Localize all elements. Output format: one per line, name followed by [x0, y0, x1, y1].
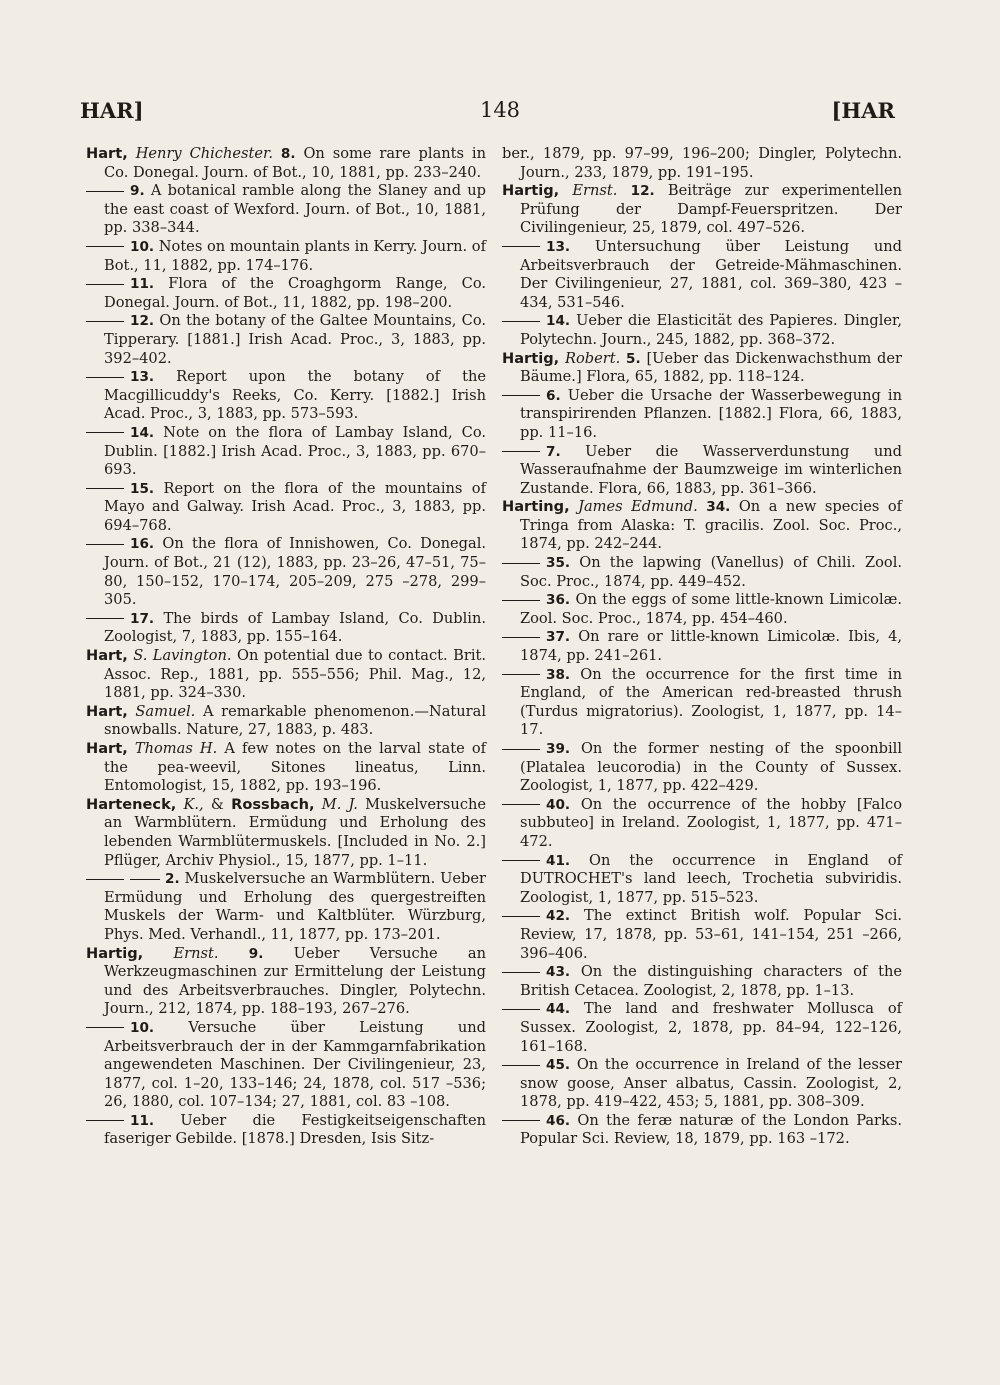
entry-text: A remarkable phenomenon.—Natural snowballs. Nature, 27, 1883, p. 483.: [104, 702, 487, 739]
entry-number: 13.: [130, 369, 155, 386]
entry-text: On rare or little-known Limicolæ. Ibis, 4, 1874, pp. 241–261.: [520, 628, 902, 665]
running-head-left: HAR]: [80, 98, 144, 123]
entry-text: Note on the flora of Lambay Island, Co. Dublin. [1882.] Irish Acad. Proc., 3, 1883, pp. 670–693.: [104, 423, 487, 479]
bibliography-entry: [502, 963, 902, 1000]
author-forename: Robert.: [565, 349, 621, 367]
ditto-rule: [86, 246, 124, 247]
entry-number: 37.: [546, 629, 571, 646]
entry-number: 39.: [546, 741, 571, 757]
entry-number: 16.: [130, 536, 155, 553]
entry-number: 34.: [706, 499, 731, 516]
entry-text: Notes on mountain plants in Kerry. Journ. of Bot., 11, 1882, pp. 174–176.: [104, 237, 486, 274]
entry-text: On the former nesting of the spoonbill (Platalea leucorodia) in the County of Sussex. Zoologist, 1, 1877, pp. 422–429.: [520, 740, 902, 795]
author-forename: Thomas H.: [134, 740, 218, 757]
entry-text: The birds of Lambay Island, Co. Dublin. Zoologist, 7, 1883, pp. 155–164.: [104, 609, 487, 646]
bibliography-entry: [502, 554, 902, 591]
bibliography-entry: [502, 796, 902, 852]
bibliography-entry: [86, 870, 486, 944]
author-surname: Hart,: [86, 647, 128, 665]
entry-number: 10.: [130, 238, 155, 255]
entry-text: Ueber die Elasticität des Papieres. Dingler, Polytechn. Journ., 245, 1882, pp. 368–372.: [520, 312, 903, 348]
ditto-rule: [502, 1120, 540, 1121]
entry-text: Beiträge zur experimentellen Prüfung der Dampf-Feuerspritzen. Der Civilingenieur, 25, 1879, col. 497–526.: [520, 182, 903, 237]
ditto-rule: [86, 1027, 124, 1028]
entry-number: 9.: [130, 183, 145, 200]
entry-number: 45.: [546, 1057, 571, 1074]
entry-text: On the feræ naturæ of the London Parks. Popular Sci. Review, 18, 1879, pp. 163 –172.: [520, 1111, 903, 1148]
entry-text: On the occurrence of the hobby [Falco subbuteo] in Ireland. Zoologist, 1, 1877, pp. 471–472.: [520, 795, 902, 850]
ditto-rule: [502, 563, 540, 564]
entry-text: [Ueber das Dickenwachsthum der Bäume.] Flora, 65, 1882, pp. 118–124.: [520, 349, 903, 386]
entry-number: 43.: [546, 964, 571, 981]
bibliography-entry: [502, 740, 902, 796]
ditto-rule: [502, 321, 540, 322]
entry-text: Versuche über Leistung und Arbeitsverbrauch der in der Kammgarnfabrikation angewendeten Maschinen. Der Civilingenieur, 23, 1877, col. 1–20, 133–146; 24, 1878, col. 517 –536; 26, 1880, col. 107–134; 27, 1881, col. 83 –108.: [104, 1018, 487, 1111]
ditto-rule: [86, 544, 124, 545]
author-surname: Hartig,: [86, 944, 144, 962]
bibliography-entry: [86, 647, 486, 703]
bibliography-entry: [502, 145, 902, 182]
entry-text: A botanical ramble along the Slaney and up the east coast of Wexford. Journ. of Bot., 10, 1881, pp. 338–344.: [104, 182, 486, 237]
ditto-rule: [502, 395, 540, 396]
bibliography-entry: [86, 312, 486, 368]
bibliography-entry: [86, 945, 486, 1019]
bibliography-entry: [502, 387, 902, 443]
bibliography-entry: [502, 238, 902, 312]
entry-number: 2.: [165, 871, 180, 888]
entry-text: On the occurrence in Ireland of the lesser snow goose, Anser albatus, Cassin. Zoologist, 2, 1878, pp. 419–422, 453; 5, 1881, pp. 308–309.: [520, 1056, 903, 1111]
entry-number: 11.: [130, 1112, 155, 1129]
ditto-rule: [502, 674, 540, 675]
entry-text: On potential due to contact. Brit. Assoc. Rep., 1881, pp. 555–556; Phil. Mag., 12, 1881, pp. 324–330.: [104, 647, 486, 702]
entry-number: 41.: [546, 852, 571, 869]
ditto-rule: [86, 1120, 124, 1121]
entry-text: Ueber die Festigkeitseigenschaften faseriger Gebilde. [1878.] Dresden, Isis Sitz-: [104, 1111, 486, 1148]
ditto-rule: [502, 860, 540, 861]
bibliography-entry: [86, 535, 486, 609]
left-column: [86, 145, 486, 1149]
entry-number: 44.: [546, 1001, 571, 1018]
bibliography-entry: [86, 238, 486, 275]
ditto-rule: [502, 246, 540, 247]
coauthor-forename: M. J.: [321, 795, 358, 813]
bibliography-entry: [86, 740, 486, 796]
entry-text: The extinct British wolf. Popular Sci. Review, 17, 1878, pp. 53–61, 141–154, 251 –266, 396–406.: [520, 907, 902, 962]
page-number: 148: [479, 98, 521, 122]
right-column: [502, 145, 902, 1149]
bibliography-entry: [86, 480, 486, 536]
entry-number: 14.: [130, 424, 155, 441]
coauthor-surname: Rossbach,: [231, 795, 315, 813]
entry-number: 12.: [130, 313, 155, 330]
ditto-rule: [86, 191, 124, 192]
entry-number: 40.: [546, 796, 571, 813]
entry-number: 11.: [130, 276, 155, 293]
author-surname: Hart,: [86, 702, 128, 720]
bibliography-entry: [86, 368, 486, 424]
ditto-rule: [86, 321, 124, 322]
ditto-rule: [502, 1065, 540, 1066]
ditto-rule: [86, 879, 124, 880]
ditto-rule: [502, 600, 540, 601]
author-forename: Ernst.: [173, 944, 219, 962]
bibliography-entry: [86, 796, 486, 870]
bibliography-entry: [502, 443, 902, 499]
entry-number: 7.: [546, 443, 561, 460]
bibliography-entry: [502, 1000, 902, 1056]
entry-text: Untersuchung über Leistung und Arbeitsverbrauch der Getreide-Mähmaschinen. Der Civilingenieur, 27, 1881, col. 369–380, 423 –434, 531–546.: [520, 237, 902, 311]
entry-number: 38.: [546, 666, 571, 683]
bibliography-entry: [86, 275, 486, 312]
entry-number: 6.: [546, 387, 561, 404]
entry-number: 36.: [546, 592, 571, 609]
entry-text: On the botany of the Galtee Mountains, Co. Tipperary. [1881.] Irish Acad. Proc., 3, 1883, pp. 392–402.: [104, 312, 487, 367]
author-forename: S. Lavington.: [133, 647, 232, 665]
entry-number: 5.: [626, 350, 641, 367]
entry-text: On some rare plants in Co. Donegal. Journ. of Bot., 10, 1881, pp. 233–240.: [104, 145, 486, 181]
entry-text: Flora of the Croaghgorm Range, Co. Donegal. Journ. of Bot., 11, 1882, pp. 198–200.: [104, 275, 487, 311]
author-forename: Samuel.: [135, 702, 196, 720]
bibliography-entry: [502, 350, 902, 387]
ditto-rule: [502, 972, 540, 973]
entry-number: 35.: [546, 555, 571, 572]
bibliography-entry: [86, 1019, 486, 1112]
entry-text: A few notes on the larval state of the pea-weevil, Sitones lineatus, Linn. Entomologist, 15, 1882, pp. 193–196.: [104, 740, 487, 795]
bibliography-entry: [86, 424, 486, 480]
bibliography-entry: [502, 628, 902, 665]
entry-number: 9.: [248, 945, 264, 962]
entry-text: Ueber die Ursache der Wasserbewegung in transpirirenden Pflanzen. [1882.] Flora, 66, 1883, pp. 11–16.: [520, 386, 902, 441]
author-surname: Harting,: [502, 498, 570, 516]
entry-text: Report on the flora of the mountains of Mayo and Galway. Irish Acad. Proc., 3, 1883, pp. 694–768.: [104, 479, 486, 534]
entry-text: ber., 1879, pp. 97–99, 196–200; Dingler, Polytechn. Journ., 233, 1879, pp. 191–195.: [502, 145, 902, 181]
entry-number: 14.: [546, 313, 571, 330]
ditto-rule: [86, 284, 124, 285]
entry-text: On the eggs of some little-known Limicolæ. Zool. Soc. Proc., 1874, pp. 454–460.: [520, 591, 902, 627]
ditto-rule: [502, 804, 540, 805]
author-forename: Ernst.: [572, 182, 618, 200]
entry-text: Muskelversuche an Warmblütern. Ermüdung und Erholung des lebenden Warmblütermuskels. [Included in No. 2.] Pflüger, Archiv Physiol., 15, 1877, pp. 1–11.: [104, 795, 487, 869]
author-forename: James Edmund.: [578, 498, 698, 516]
ditto-rule: [502, 637, 540, 638]
entry-text: Report upon the botany of the Macgillicuddy's Reeks, Co. Kerry. [1882.] Irish Acad. Proc., 3, 1883, pp. 573–593.: [104, 368, 486, 423]
bibliography-entry: [502, 591, 902, 628]
entry-text: Ueber die Wasserverdunstung und Wasseraufnahme der Baumzweige im winterlichen Zustande. Flora, 66, 1883, pp. 361–366.: [520, 442, 902, 497]
ditto-rule: [502, 749, 540, 750]
ditto-rule: [502, 451, 540, 452]
bibliography-entry: [86, 703, 486, 740]
ditto-rule: [502, 1009, 540, 1010]
bibliography-entry: [502, 666, 902, 740]
entry-text: The land and freshwater Mollusca of Sussex. Zoologist, 2, 1878, pp. 84–94, 122–126, 161–168.: [520, 1000, 903, 1055]
entry-number: 42.: [546, 908, 571, 925]
entry-number: 17.: [130, 610, 155, 627]
entry-text: On the occurrence for the first time in England, of the American red-breasted thrush (Turdus migratorius). Zoologist, 1, 1877, pp. 14–17.: [520, 665, 902, 739]
author-surname: Hartig,: [502, 349, 560, 367]
entry-text: Ueber Versuche an Werkzeugmaschinen zur Ermittelung der Leistung und des Arbeitsverbrauches. Dingler, Polytechn. Journ., 212, 1874, pp. 188–193, 267–276.: [104, 944, 487, 1018]
bibliography-entry: [86, 610, 486, 647]
author-forename: K.,: [183, 795, 204, 813]
ditto-rule: [130, 879, 160, 880]
entry-number: 13.: [546, 238, 571, 255]
bibliography-entry: [502, 1112, 902, 1149]
entry-number: 12.: [630, 183, 655, 200]
entry-number: 15.: [130, 480, 155, 497]
bibliography-entry: [502, 182, 902, 238]
entry-text: On the flora of Innishowen, Co. Donegal. Journ. of Bot., 21 (12), 1883, pp. 23–26, 47–51, 75–80, 150–152, 170–174, 205–209, 275 –278, 299–305.: [104, 535, 487, 609]
bibliography-entry: [502, 907, 902, 963]
ditto-rule: [86, 377, 124, 378]
bibliography-entry: [502, 1056, 902, 1112]
bibliography-entry: [502, 498, 902, 554]
ditto-rule: [86, 488, 124, 489]
bibliography-entry: [86, 1112, 486, 1149]
entry-text: On the distinguishing characters of the British Cetacea. Zoologist, 2, 1878, pp. 1–13.: [520, 963, 903, 999]
author-surname: Harteneck,: [86, 795, 177, 813]
entry-number: 10.: [130, 1019, 155, 1036]
running-head-right: [HAR: [831, 98, 895, 123]
ditto-rule: [86, 432, 124, 433]
bibliography-entry: [86, 145, 486, 182]
author-surname: Hartig,: [502, 182, 560, 200]
entry-number: 8.: [280, 146, 296, 162]
entry-text: On a new species of Tringa from Alaska: T. gracilis. Zool. Soc. Proc., 1874, pp. 242–244.: [520, 498, 903, 553]
ditto-rule: [502, 916, 540, 917]
bibliography-entry: [502, 852, 902, 908]
bibliography-entry: [86, 182, 486, 238]
author-surname: Hart,: [86, 740, 128, 757]
author-surname: Hart,: [86, 145, 128, 162]
entry-text: Muskelversuche an Warmblütern. Ueber Ermüdung und Erholung des quergestreiften Muskels der Warm- und Kaltblüter. Würzburg, Phys. Med. Verhandl., 11, 1877, pp. 173–201.: [104, 870, 487, 943]
entry-text: On the occurrence in England of DUTROCHET's land leech, Trochetia subviridis. Zoologist, 1, 1877, pp. 515–523.: [520, 851, 903, 906]
bibliography-entry: [502, 312, 902, 349]
author-ampersand: &: [210, 795, 224, 813]
entry-text: On the lapwing (Vanellus) of Chili. Zool. Soc. Proc., 1874, pp. 449–452.: [520, 554, 902, 590]
entry-number: 46.: [546, 1112, 571, 1129]
author-forename: Henry Chichester.: [135, 145, 274, 162]
ditto-rule: [86, 618, 124, 619]
